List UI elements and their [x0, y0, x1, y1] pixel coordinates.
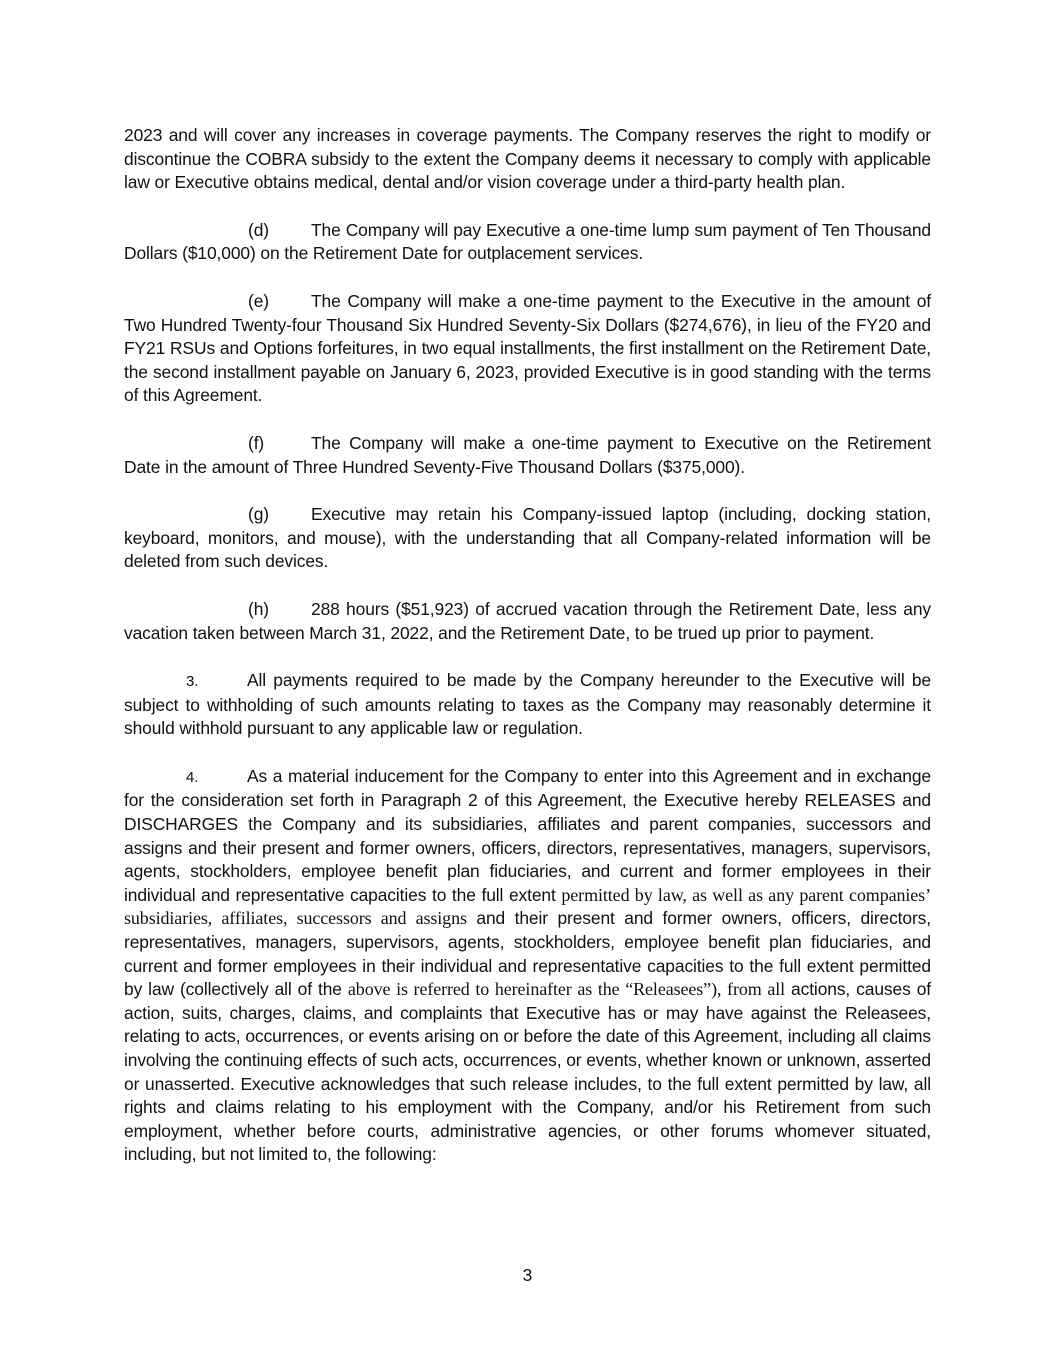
paragraph-f-label: (f): [248, 432, 265, 453]
paragraph-d-label: (d): [248, 219, 269, 240]
paragraph-e-text: The Company will make a one-time payment to the Executive in the amount of Two Hundred Twenty-four Thousand Six Hundred Seventy-Six Dollars ($274,676), in lieu of the FY20 and FY21 RSUs and Options forfeitures, in two equal installments, the first installment on the Retirement Date, the second installment payable on January 6, 2023, provided Executive is in good standing with the terms of this Agreement.: [124, 290, 931, 406]
paragraph-d: [124, 219, 931, 266]
paragraph-d-text: The Company will pay Executive a one-time lump sum payment of Ten Thousand Dollars ($10,000) on the Retirement Date for outplacement services.: [124, 219, 931, 264]
paragraph-h-text: 288 hours ($51,923) of accrued vacation through the Retirement Date, less any vacation taken between March 31, 2022, and the Retirement Date, to be trued up prior to payment.: [124, 598, 931, 643]
paragraph-g: [124, 503, 931, 574]
paragraph-e: [124, 290, 931, 408]
paragraph-e-label: (e): [248, 290, 269, 311]
paragraph-4-text-c: and their present and former owners, officers, directors, representatives, managers, supervisors, agents, stockholders, employee benefit plan fiduciaries, and current and former employees in their individual and representative capacities to the full extent permitted by law (collectively all of the: [124, 908, 932, 1000]
paragraph-h-label: (h): [248, 598, 269, 619]
paragraph-intro: [124, 124, 931, 195]
paragraph-f-text: The Company will make a one-time payment to Executive on the Retirement Date in the amount of Three Hundred Seventy-Five Thousand Dollars ($375,000).: [124, 432, 931, 477]
paragraph-4-text-a: As a material inducement for the Company to enter into this Agreement and in exchange for the consideration set forth in Paragraph 2 of this Agreement, the Executive hereby RELEASES and DISCHARGES the Company and its subsidiaries, affiliates and parent companies, successors and assigns and their present and former owners, officers, directors, representatives, managers, supervisors, agents, stockholders, employee benefit plan fiduciaries, and current and former employees in their individual and representative capacities to the full extent: [124, 765, 931, 905]
paragraph-4-text-d: above is referred to hereinafter as the “Releasees”), from all: [347, 979, 786, 1000]
paragraph-3-label: 3.: [186, 673, 199, 691]
paragraph-intro-text: 2023 and will cover any increases in coverage payments. The Company reserves the right to modify or discontinue the COBRA subsidy to the extent the Company deems it necessary to comply with applicable law or Executive obtains medical, dental and/or vision coverage under a third-party health plan.: [124, 125, 931, 193]
document-page: [124, 124, 931, 1191]
paragraph-4: [124, 765, 931, 1167]
paragraph-4-label: 4.: [186, 768, 199, 786]
paragraph-3: [124, 669, 931, 741]
paragraph-h: [124, 598, 931, 645]
paragraph-4-text-b: permitted by law, as well as any parent companies’ subsidiaries, affiliates, successors and assigns: [124, 884, 931, 929]
paragraph-g-text: Executive may retain his Company-issued laptop (including, docking station, keyboard, monitors, and mouse), with the understanding that all Company-related information will be deleted from such devices.: [124, 504, 931, 572]
paragraph-f: [124, 432, 931, 479]
page-number: 3: [522, 1265, 533, 1285]
paragraph-3-text: All payments required to be made by the Company hereunder to the Executive will be subject to withholding of such amounts relating to taxes as the Company may reasonably determine it should withhold pursuant to any applicable law or regulation.: [124, 670, 931, 739]
paragraph-4-text-e: actions, causes of action, suits, charges, claims, and complaints that Executive has or may have against the Releasees, relating to acts, occurrences, or events arising on or before the date of this Agreement, including all claims involving the continuing effects of such acts, occurrences, or events, whether known or unknown, asserted or unasserted. Executive acknowledges that such release includes, to the full extent permitted by law, all rights and claims relating to his employment with the Company, and/or his Retirement from such employment, whether before courts, administrative agencies, or other forums whomever situated, including, but not limited to, the following:: [124, 979, 931, 1165]
paragraph-g-label: (g): [248, 504, 269, 525]
